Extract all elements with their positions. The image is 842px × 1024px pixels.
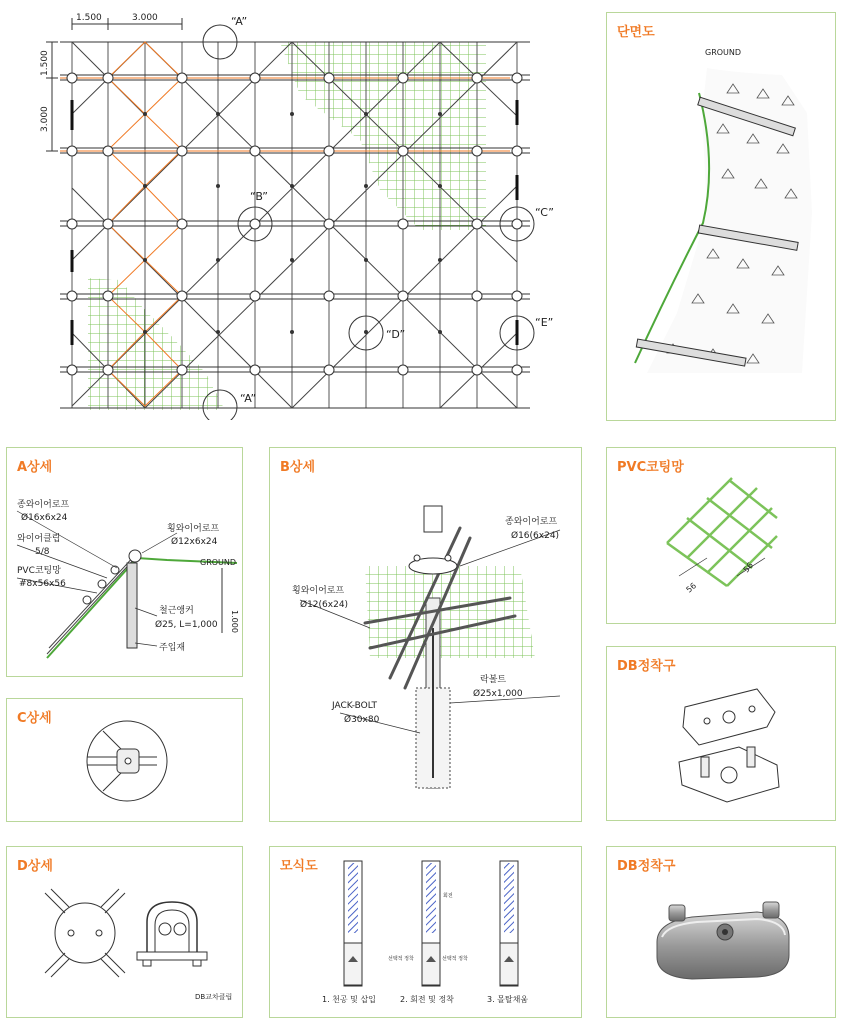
- panel-pvc: [606, 447, 836, 624]
- schem-note-c: 선택적 정착: [442, 956, 468, 962]
- db1-drawing: [607, 647, 837, 822]
- schem-step2: 2. 회전 및 정착: [400, 995, 454, 1004]
- a-ground: GROUND: [200, 558, 237, 567]
- pvc-title: PVC코팅망: [617, 460, 684, 475]
- db1-title: DB정착구: [617, 659, 676, 674]
- a-depth: 1.000: [230, 610, 239, 633]
- b-rope-horizontal-spec: Ø12(6x24): [300, 600, 349, 610]
- b-rope-horizontal: 횡와이어로프: [292, 586, 345, 596]
- b-jack-bolt-spec: Ø30x80: [344, 715, 380, 725]
- db2-drawing: [607, 847, 837, 1019]
- a-grout: 주입재: [159, 643, 186, 653]
- b-jack-bolt: JACK-BOLT: [332, 701, 378, 711]
- b-rock-bolt-spec: Ø25x1,000: [473, 689, 523, 699]
- section-title: 단면도: [617, 25, 655, 40]
- schem-note-b: 선택적 정착: [388, 956, 414, 962]
- section-ground: GROUND: [705, 48, 742, 57]
- panel-db-2: [606, 846, 836, 1018]
- label-d: “D”: [386, 328, 406, 341]
- plan-drawing: [0, 0, 600, 420]
- a-rope-horizontal: 횡와이어로프: [167, 524, 220, 534]
- panel-detail-a: [6, 447, 243, 677]
- panel-schematic: [269, 846, 582, 1018]
- a-rope-vertical: 종와이어로프: [17, 500, 70, 510]
- b-rock-bolt: 락볼트: [480, 675, 507, 685]
- b-rope-vertical: 종와이어로프: [505, 517, 558, 527]
- detail-b-title: B상세: [280, 460, 316, 475]
- a-rope-vertical-spec: Ø16x6x24: [21, 513, 68, 523]
- a-pvc-net: PVC코팅망: [17, 566, 61, 576]
- a-rope-horizontal-spec: Ø12x6x24: [171, 537, 218, 547]
- detail-a-drawing: [7, 448, 244, 678]
- schem-note-a: 회전: [443, 893, 453, 899]
- schem-step1: 1. 천공 및 삽입: [322, 995, 376, 1004]
- panel-section: [606, 12, 836, 421]
- db2-title: DB정착구: [617, 859, 676, 874]
- detail-c-title: C상세: [17, 711, 52, 726]
- panel-detail-b: [269, 447, 582, 822]
- a-pvc-net-spec: #8x56x56: [19, 579, 66, 589]
- label-a-bottom: “A”: [240, 392, 257, 405]
- d-caption: DB교차클립: [195, 993, 233, 1001]
- pvc-mesh-a: 56: [684, 581, 699, 595]
- schematic-drawing: [270, 847, 583, 1019]
- section-drawing: [607, 13, 837, 422]
- detail-c-drawing: [7, 699, 244, 823]
- pvc-mesh-b: 56: [741, 560, 756, 575]
- a-anchor: 철근앵커: [159, 606, 194, 616]
- detail-b-drawing: [270, 448, 583, 823]
- dim-v-3000: 3.000: [40, 106, 50, 132]
- detail-a-title: A상세: [17, 460, 53, 475]
- detail-d-drawing: [7, 847, 244, 1019]
- a-clip: 와이어클립: [17, 534, 61, 544]
- label-b: “B”: [250, 190, 269, 203]
- panel-detail-c: [6, 698, 243, 822]
- panel-detail-d: [6, 846, 243, 1018]
- schematic-title: 모식도: [280, 859, 318, 874]
- schem-step3: 3. 몰탈채움: [487, 995, 529, 1004]
- label-e: “E”: [535, 316, 554, 329]
- dim-v-1500: 1.500: [40, 50, 50, 76]
- panel-db-1: [606, 646, 836, 821]
- b-rope-vertical-spec: Ø16(6x24): [511, 531, 560, 541]
- a-anchor-spec: Ø25, L=1,000: [155, 620, 218, 630]
- label-a-top: “A”: [231, 15, 248, 28]
- a-clip-spec: 5/8: [35, 547, 50, 557]
- detail-d-title: D상세: [17, 859, 53, 874]
- label-c: “C”: [535, 206, 554, 219]
- dim-1500: 1.500: [76, 13, 102, 23]
- dim-3000: 3.000: [132, 13, 158, 23]
- pvc-mesh-drawing: [607, 448, 837, 625]
